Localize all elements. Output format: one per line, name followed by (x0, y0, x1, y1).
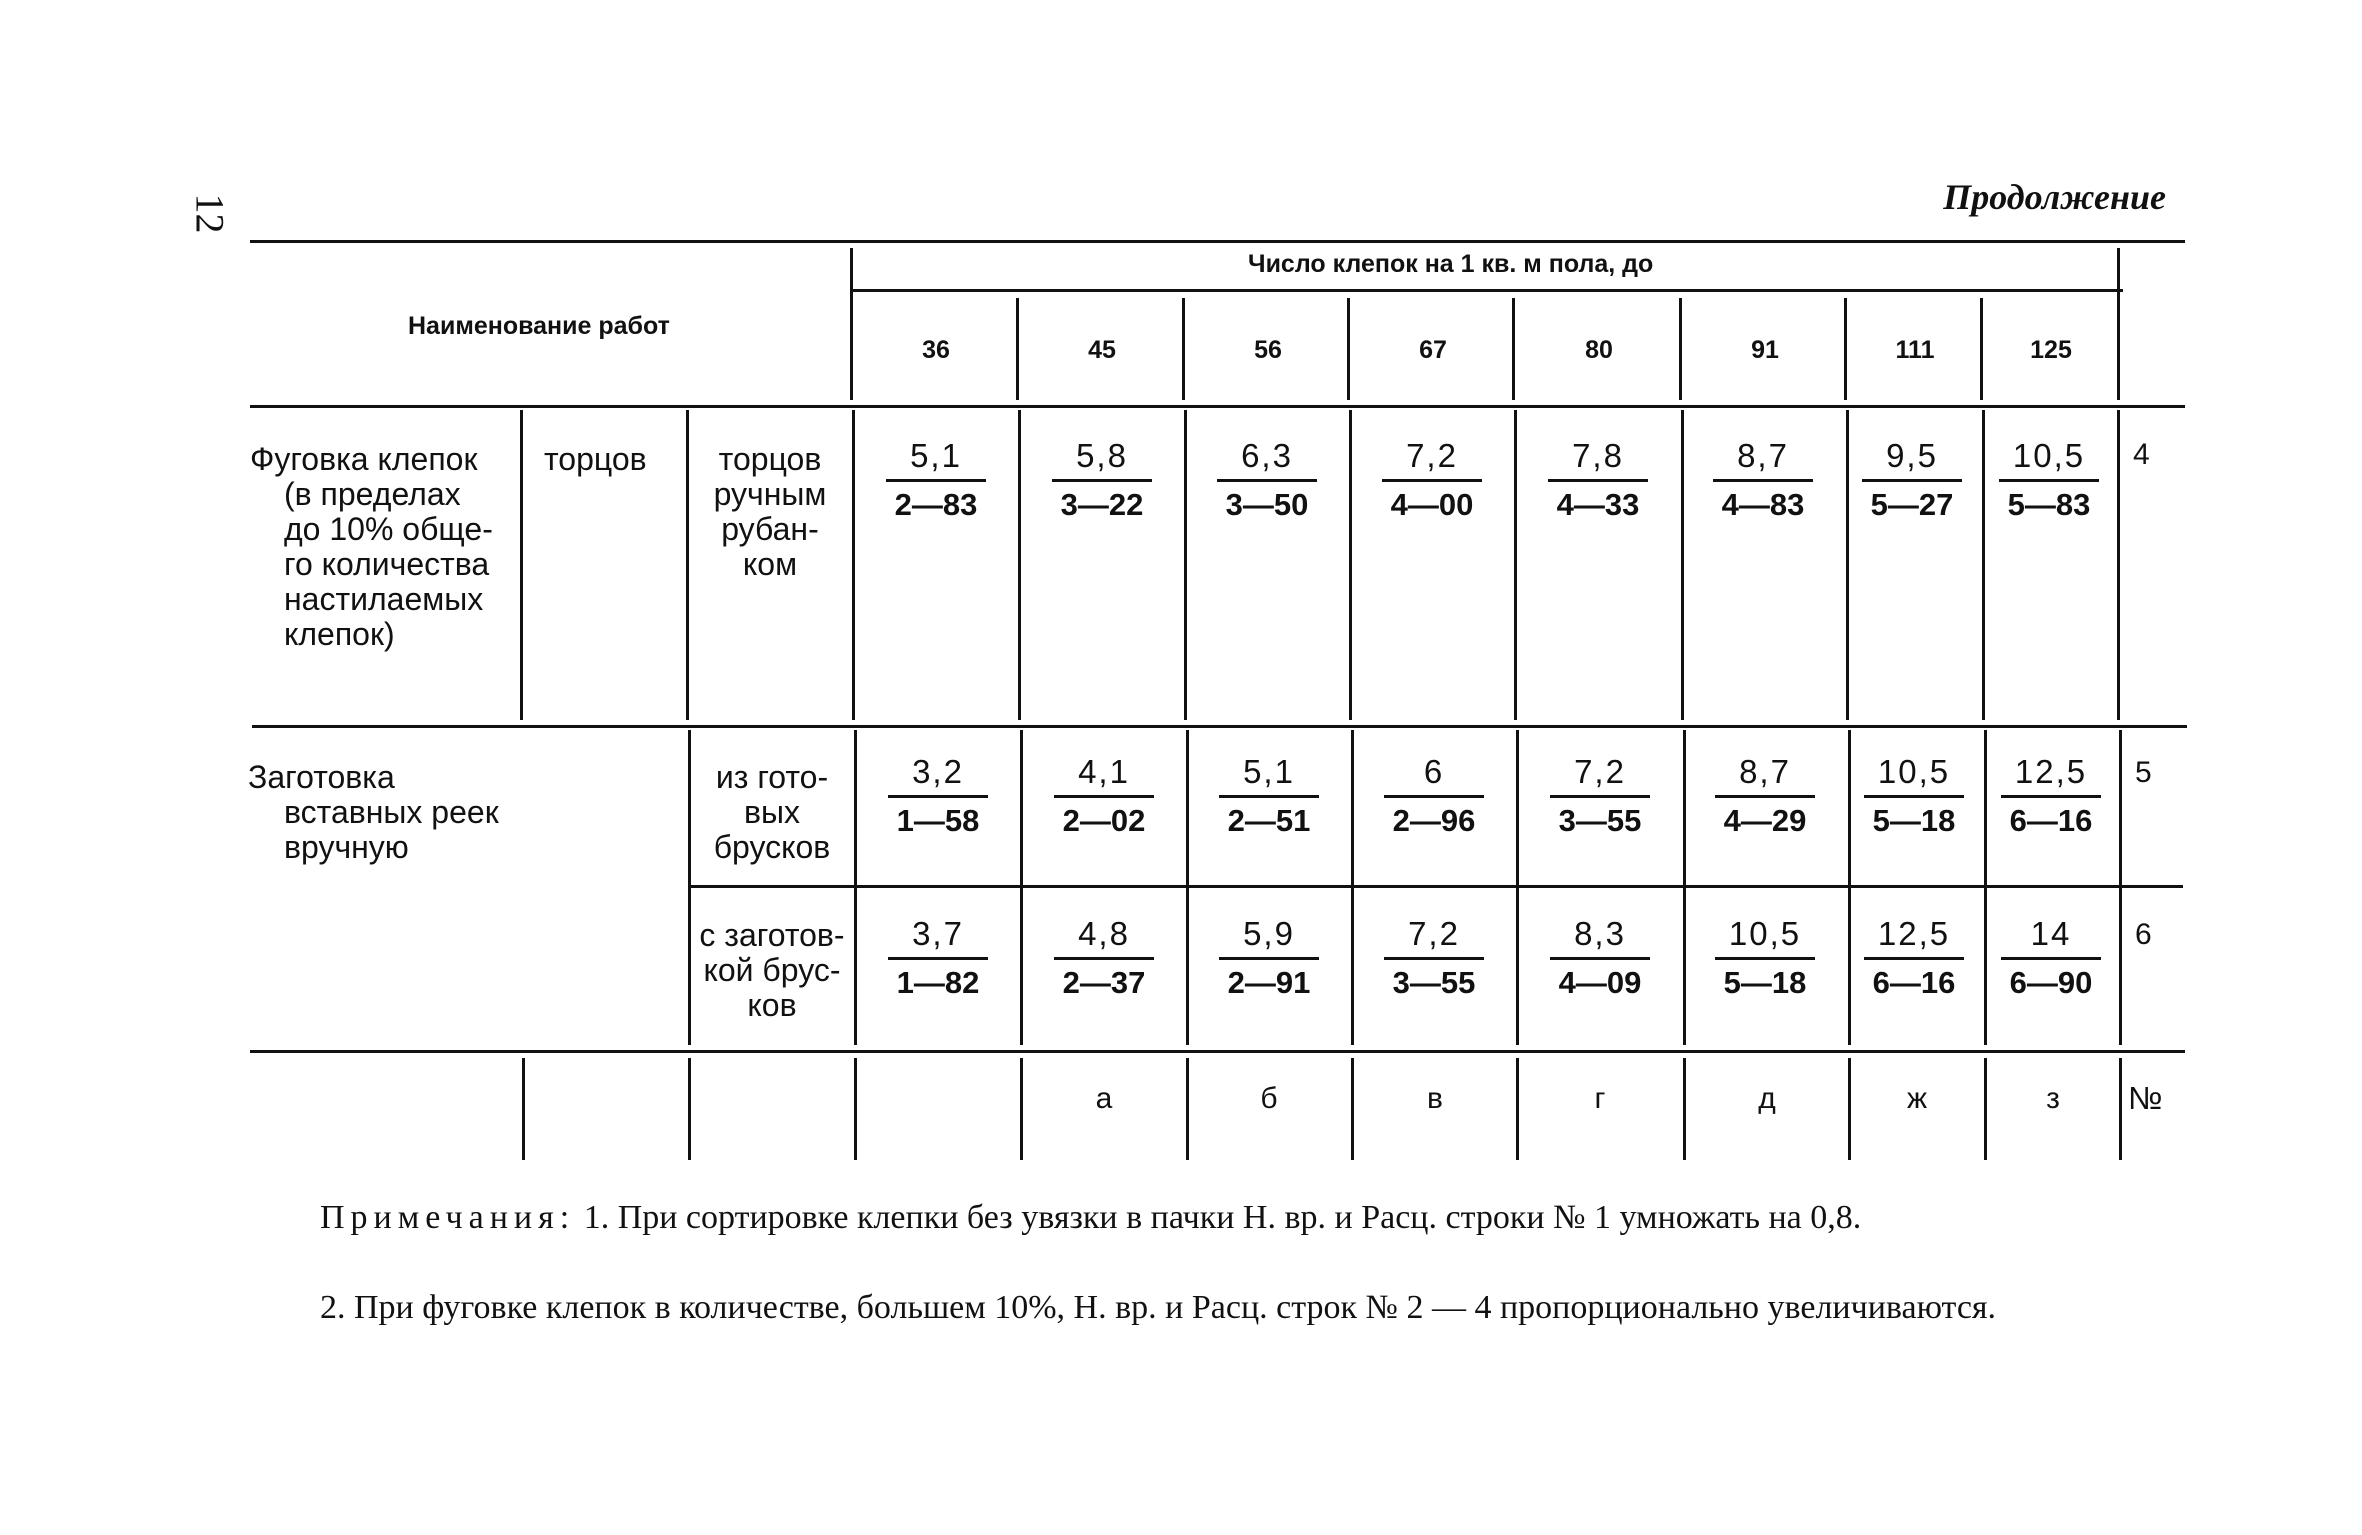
norm-rate-cell (1372, 436, 1492, 525)
fraction-bar (1054, 795, 1154, 798)
fraction-bar (886, 479, 986, 482)
name-column-border (850, 248, 853, 400)
norm-rate-cell (1374, 914, 1494, 1003)
footer-divider (1848, 1058, 1851, 1160)
fraction-bar (2001, 957, 2101, 960)
work-method-line: ком (742, 546, 798, 582)
rate: 4—83 (1721, 487, 1805, 522)
rate: 5—27 (1870, 487, 1954, 522)
number-column-label: № (2128, 1080, 2163, 1116)
rate: 1—58 (896, 803, 980, 838)
norm-rate-cell (876, 436, 996, 525)
norm-time: 8,7 (1737, 437, 1789, 474)
norm-rate-cell (1538, 436, 1658, 525)
footer-divider (1020, 1058, 1023, 1160)
norm-time: 6,3 (1241, 437, 1293, 474)
norm-rate-cell (878, 752, 998, 841)
num-column-border (2117, 410, 2120, 720)
column-divider (854, 730, 857, 1045)
fraction-bar (888, 957, 988, 960)
work-method-line: рубан- (721, 511, 819, 547)
norm-time: 5,1 (910, 437, 962, 474)
column-letter: а (1095, 1082, 1113, 1115)
norm-rate-cell (878, 914, 998, 1003)
norm-rate-cell (1854, 914, 1974, 1003)
column-divider (1679, 298, 1682, 400)
footer-divider (1351, 1058, 1354, 1160)
rate: 4—00 (1390, 487, 1474, 522)
sub2-column-border (688, 730, 691, 1045)
table-top-border (250, 240, 2185, 243)
column-header: 80 (1585, 336, 1613, 364)
work-name-line: настилаемых (284, 581, 484, 617)
norm-rate-cell (1042, 436, 1162, 525)
column-letter: д (1758, 1082, 1776, 1115)
fraction-bar (1862, 479, 1962, 482)
work-method-line: из гото- (715, 759, 829, 795)
num-column-border (2117, 248, 2120, 400)
header-group-label: Число клепок на 1 кв. м пола, до (1248, 250, 1654, 278)
work-name (250, 442, 493, 652)
column-divider (1184, 410, 1187, 720)
fraction-bar (1219, 957, 1319, 960)
fraction-bar (1864, 957, 1964, 960)
fraction-bar (1864, 795, 1964, 798)
fraction-bar (1382, 479, 1482, 482)
norm-rate-cell (1540, 752, 1660, 841)
header-bottom-border (250, 405, 2185, 408)
norm-time: 4,1 (1078, 753, 1130, 790)
rate: 2—83 (894, 487, 978, 522)
rate: 5—83 (2007, 487, 2091, 522)
work-method (690, 442, 850, 582)
work-name-line: клепок) (284, 616, 395, 652)
norm-time: 8,7 (1739, 753, 1791, 790)
footer-divider (2119, 1058, 2122, 1160)
page-number: 12 (187, 193, 233, 234)
fraction-bar (1999, 479, 2099, 482)
table-body-bottom-border (250, 1050, 2185, 1053)
norm-time: 6 (1423, 753, 1445, 790)
column-divider (852, 410, 855, 720)
norm-rate-cell (1207, 436, 1327, 525)
row-number: 4 (2133, 438, 2150, 471)
row-4-bottom-border (252, 725, 2187, 728)
norm-rate-cell (1044, 914, 1164, 1003)
column-divider (1349, 410, 1352, 720)
fraction-bar (1548, 479, 1648, 482)
norm-time: 7,2 (1408, 915, 1460, 952)
norm-time: 10,5 (1728, 915, 1802, 952)
work-name-line: (в пределах (284, 476, 461, 512)
column-letter: б (1260, 1082, 1278, 1115)
footer-divider (1984, 1058, 1987, 1160)
norm-rate-cell (1705, 752, 1825, 841)
header-name-label: Наименование работ (408, 312, 670, 340)
rate: 5—18 (1872, 803, 1956, 838)
work-name-line: до 10% обще- (284, 511, 493, 547)
row-5-bottom-border (688, 885, 2183, 888)
column-letter: з (2046, 1082, 2060, 1115)
work-name-line: Заготовка (248, 759, 395, 795)
column-letter: в (1427, 1082, 1443, 1115)
fraction-bar (1054, 957, 1154, 960)
note-1-text: 1. При сортировке клепки без увязки в пачки Н. вр. и Расц. строки № 1 умножать на 0,8. (583, 1199, 1862, 1236)
column-divider (1514, 410, 1517, 720)
norm-time: 12,5 (1877, 915, 1951, 952)
column-divider (1846, 410, 1849, 720)
rate: 4—33 (1556, 487, 1640, 522)
footer-divider (688, 1058, 691, 1160)
fraction-bar (1550, 957, 1650, 960)
notes-label: Примечания: (320, 1199, 576, 1236)
work-name (248, 760, 499, 865)
column-letter: г (1594, 1082, 1606, 1115)
norm-time: 5,1 (1243, 753, 1295, 790)
column-header: 45 (1088, 336, 1116, 364)
norm-rate-cell (1209, 914, 1329, 1003)
rate: 6—16 (2009, 803, 2093, 838)
column-divider (1351, 730, 1354, 1045)
rate: 2—02 (1062, 803, 1146, 838)
sub1-column-border (520, 410, 523, 720)
rate: 3—55 (1558, 803, 1642, 838)
work-method-line: торцов (718, 441, 822, 477)
norm-rate-cell (1703, 436, 1823, 525)
column-header: 125 (2030, 336, 2072, 364)
work-name-line: Фуговка клепок (250, 441, 478, 477)
column-divider (1020, 730, 1023, 1045)
work-method-line: вых (744, 794, 800, 830)
continuation-label: Продолжение (1943, 177, 2166, 217)
rate: 4—09 (1558, 965, 1642, 1000)
column-divider (1516, 730, 1519, 1045)
fraction-bar (888, 795, 988, 798)
rate: 5—18 (1723, 965, 1807, 1000)
work-method-line: кой брус- (703, 952, 841, 988)
norm-time: 5,9 (1243, 915, 1295, 952)
footer-divider (522, 1058, 525, 1160)
column-divider (1980, 298, 1983, 400)
note-1 (253, 1198, 2183, 1238)
norm-rate-cell (1540, 914, 1660, 1003)
norm-rate-cell (1991, 914, 2111, 1003)
work-method (692, 760, 852, 865)
footer-divider (1683, 1058, 1686, 1160)
norm-time: 9,5 (1886, 437, 1938, 474)
fraction-bar (1384, 795, 1484, 798)
rate: 1—82 (896, 965, 980, 1000)
column-header: 67 (1419, 336, 1447, 364)
norm-time: 14 (2030, 915, 2072, 952)
norm-rate-cell (1854, 752, 1974, 841)
footer-divider (1516, 1058, 1519, 1160)
rate: 6—90 (2009, 965, 2093, 1000)
norm-rate-cell (1374, 752, 1494, 841)
work-method (692, 918, 852, 1023)
norm-rate-cell (1852, 436, 1972, 525)
fraction-bar (1219, 795, 1319, 798)
norm-rate-cell (1991, 752, 2111, 841)
norm-time: 12,5 (2014, 753, 2088, 790)
work-method-line: с заготов- (699, 917, 845, 953)
fraction-bar (1052, 479, 1152, 482)
work-name-line: вручную (284, 829, 409, 865)
rate: 2—51 (1227, 803, 1311, 838)
work-name-line: го количества (284, 546, 490, 582)
norm-time: 7,2 (1574, 753, 1626, 790)
note-2-text: 2. При фуговке клепок в количестве, большем 10%, Н. вр. и Расц. строк № 2 — 4 пропорционально увеличиваются. (320, 1289, 1997, 1326)
column-header: 36 (922, 336, 950, 364)
fraction-bar (1715, 795, 1815, 798)
column-header: 111 (1895, 336, 1935, 364)
column-divider (1018, 410, 1021, 720)
header-group-underline (853, 289, 2123, 292)
rate: 3—55 (1392, 965, 1476, 1000)
row-number: 5 (2135, 756, 2152, 789)
work-method-line: ручным (713, 476, 827, 512)
norm-time: 8,3 (1574, 915, 1626, 952)
norm-time: 5,8 (1076, 437, 1128, 474)
rate: 6—16 (1872, 965, 1956, 1000)
num-column-border (2119, 730, 2122, 1045)
norm-time: 7,2 (1406, 437, 1458, 474)
norm-rate-cell (1989, 436, 2109, 525)
work-name-line: вставных реек (284, 794, 499, 830)
column-divider (1016, 298, 1019, 400)
rate: 2—91 (1227, 965, 1311, 1000)
fraction-bar (1217, 479, 1317, 482)
column-header: 91 (1751, 336, 1779, 364)
column-divider (1182, 298, 1185, 400)
work-subtype: торцов (544, 441, 647, 477)
column-header: 56 (1254, 336, 1282, 364)
column-letter: ж (1906, 1082, 1928, 1115)
column-divider (1681, 410, 1684, 720)
norm-time: 4,8 (1078, 915, 1130, 952)
norm-rate-cell (1044, 752, 1164, 841)
column-divider (1683, 730, 1686, 1045)
fraction-bar (1384, 957, 1484, 960)
work-method-line: брусков (713, 829, 831, 865)
column-divider (1982, 410, 1985, 720)
note-2 (253, 1288, 2183, 1328)
footer-divider (854, 1058, 857, 1160)
norm-time: 10,5 (1877, 753, 1951, 790)
norm-time: 10,5 (2012, 437, 2086, 474)
rate: 2—37 (1062, 965, 1146, 1000)
sub2-column-border (686, 410, 689, 720)
rate: 2—96 (1392, 803, 1476, 838)
fraction-bar (1713, 479, 1813, 482)
work-method-line: ков (747, 987, 797, 1023)
norm-rate-cell (1705, 914, 1825, 1003)
norm-time: 3,2 (912, 753, 964, 790)
fraction-bar (1715, 957, 1815, 960)
norm-time: 3,7 (912, 915, 964, 952)
norm-time: 7,8 (1572, 437, 1624, 474)
fraction-bar (2001, 795, 2101, 798)
rate: 3—22 (1060, 487, 1144, 522)
rate: 4—29 (1723, 803, 1807, 838)
rate: 3—50 (1225, 487, 1309, 522)
column-divider (1984, 730, 1987, 1045)
row-number: 6 (2135, 918, 2152, 951)
fraction-bar (1550, 795, 1650, 798)
column-divider (1848, 730, 1851, 1045)
norm-rate-cell (1209, 752, 1329, 841)
column-divider (1186, 730, 1189, 1045)
